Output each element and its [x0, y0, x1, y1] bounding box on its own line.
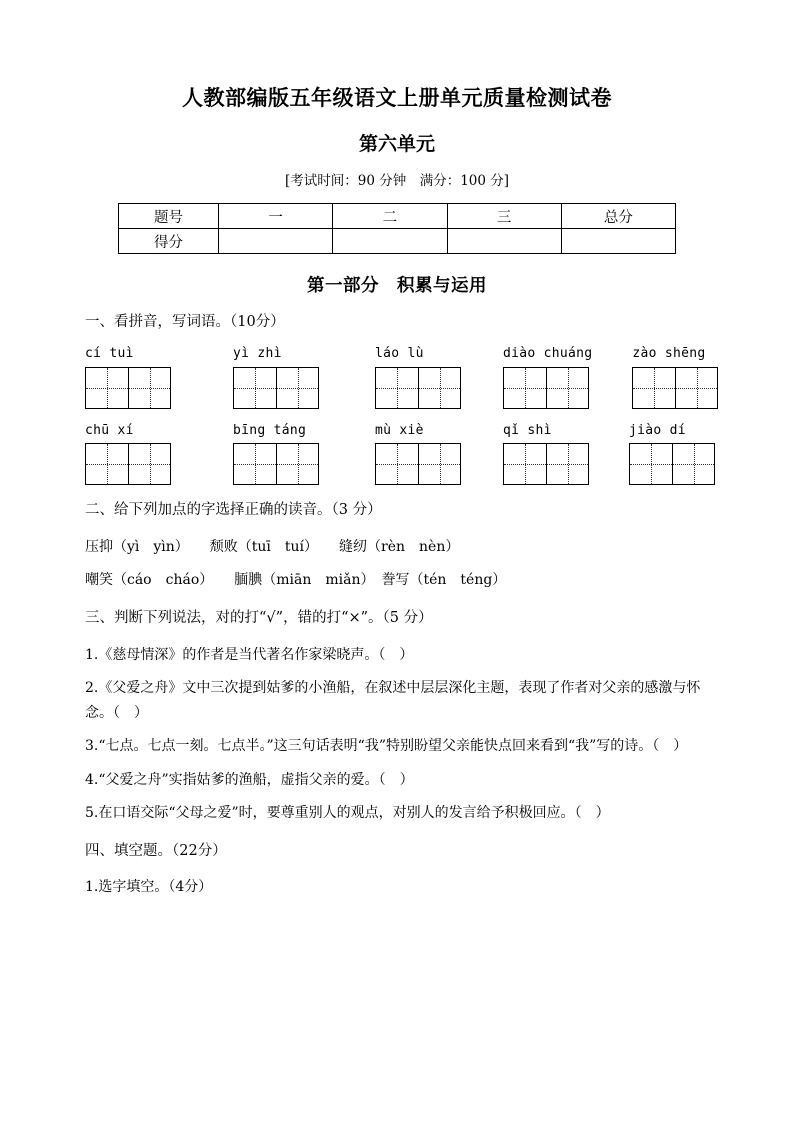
score-table-col-3: 三 — [447, 204, 561, 229]
score-table-col-2: 二 — [333, 204, 447, 229]
tianzige-grid[interactable] — [629, 443, 715, 485]
section-four-heading: 四、填空题。（22分） — [85, 842, 227, 859]
score-table-col-total: 总分 — [561, 204, 675, 229]
pinyin-row — [85, 346, 709, 409]
pinyin-word-group — [503, 423, 589, 486]
pinyin-word-group — [503, 346, 592, 409]
pinyin-label: bīng táng — [233, 422, 307, 438]
tianzige-grid[interactable] — [85, 443, 171, 485]
tianzige-cell[interactable] — [376, 368, 418, 408]
tianzige-grid[interactable] — [503, 367, 589, 409]
tianzige-cell[interactable] — [546, 444, 588, 484]
pinyin-label: jiào dí — [629, 422, 686, 438]
tianzige-grid[interactable] — [375, 443, 461, 485]
pinyin-row — [85, 423, 709, 486]
score-table-col-1: 一 — [219, 204, 333, 229]
pinyin-word-group — [632, 346, 718, 409]
pinyin-word-group — [375, 423, 461, 486]
tianzige-cell[interactable] — [128, 444, 170, 484]
section-three-heading: 三、判断下列说法，对的打“√”，错的打“×”。（5 分） — [85, 609, 433, 626]
score-table-container — [85, 189, 709, 254]
pinyin-word-group — [85, 423, 171, 486]
tianzige-cell[interactable] — [672, 444, 714, 484]
tianzige-grid[interactable] — [233, 443, 319, 485]
section-one-heading: 一、看拼音，写词语。（10分） — [85, 314, 285, 331]
section-three-item-2: 2.《父爱之舟》文中三次提到姑爹的小渔船，在叙述中层层深化主题，表现了作者对父亲的感激与怀念。（ ） — [85, 680, 701, 721]
pinyin-label: yì zhì — [233, 345, 282, 361]
tianzige-cell[interactable] — [504, 368, 546, 408]
pinyin-label: diào chuáng — [503, 345, 593, 361]
pinyin-writing-area — [85, 334, 709, 485]
tianzige-grid[interactable] — [85, 367, 171, 409]
tianzige-cell[interactable] — [630, 444, 672, 484]
pinyin-word-group — [233, 346, 319, 409]
score-cell-2[interactable] — [333, 229, 447, 254]
pinyin-label: chū xí — [85, 422, 134, 438]
pinyin-label: cí tuì — [85, 345, 134, 361]
section-three-item-5: 5.在口语交际“父母之爱”时，要尊重别人的观点，对别人的发言给予积极回应。（ ） — [85, 805, 610, 822]
tianzige-cell[interactable] — [418, 368, 460, 408]
tianzige-cell[interactable] — [675, 368, 717, 408]
pinyin-label: zào shēng — [632, 345, 706, 361]
tianzige-cell[interactable] — [418, 444, 460, 484]
score-table — [118, 203, 676, 254]
tianzige-cell[interactable] — [86, 368, 128, 408]
part-one-heading: 第一部分 积累与运用 — [307, 276, 487, 297]
section-three-item-1: 1.《慈母情深》的作者是当代著名作家梁晓声。（ ） — [85, 646, 414, 663]
tianzige-grid[interactable] — [632, 367, 718, 409]
tianzige-cell[interactable] — [633, 368, 675, 408]
table-row — [119, 229, 676, 254]
tianzige-cell[interactable] — [276, 368, 318, 408]
section-four-sub-item-1: 1.选字填空。（4分） — [85, 879, 213, 896]
tianzige-grid[interactable] — [503, 443, 589, 485]
tianzige-cell[interactable] — [546, 368, 588, 408]
score-table-row-label: 得分 — [119, 229, 219, 254]
section-two-line-1: 压抑（yì yìn） 颓败（tuī tuí） 缝纫（rèn nèn） — [85, 538, 460, 555]
tianzige-cell[interactable] — [86, 444, 128, 484]
pinyin-word-group — [375, 346, 461, 409]
tianzige-cell[interactable] — [234, 368, 276, 408]
tianzige-cell[interactable] — [234, 444, 276, 484]
section-three-item-4: 4.“父爱之舟”实指姑爹的渔船，虚指父亲的爱。（ ） — [85, 771, 414, 788]
pinyin-label: láo lù — [375, 345, 424, 361]
score-table-row-label: 题号 — [119, 204, 219, 229]
tianzige-cell[interactable] — [276, 444, 318, 484]
table-row — [119, 204, 676, 229]
score-cell-3[interactable] — [447, 229, 561, 254]
tianzige-cell[interactable] — [504, 444, 546, 484]
tianzige-cell[interactable] — [128, 368, 170, 408]
tianzige-grid[interactable] — [375, 367, 461, 409]
pinyin-label: mù xiè — [375, 422, 424, 438]
pinyin-word-group — [629, 423, 715, 486]
pinyin-label: qǐ shì — [503, 422, 552, 438]
exam-meta: [考试时间：90 分钟 满分：100 分] — [284, 172, 510, 189]
pinyin-word-group — [233, 423, 319, 486]
page-title: 人教部编版五年级语文上册单元质量检测试卷 — [182, 86, 612, 110]
tianzige-cell[interactable] — [376, 444, 418, 484]
pinyin-word-group — [85, 346, 171, 409]
section-two-heading: 二、给下列加点的字选择正确的读音。（3 分） — [85, 502, 382, 519]
score-cell-total[interactable] — [561, 229, 675, 254]
unit-subtitle: 第六单元 — [358, 133, 435, 156]
section-three-item-3: 3.“七点。七点一刻。七点半。”这三句话表明“我”特别盼望父亲能快点回来看到“我”写的诗。（ ） — [85, 738, 688, 755]
score-cell-1[interactable] — [219, 229, 333, 254]
section-two-line-2: 嘲笑（cáo cháo） 腼腆（miān miǎn） 誊写（tén téng） — [85, 572, 507, 589]
tianzige-grid[interactable] — [233, 367, 319, 409]
